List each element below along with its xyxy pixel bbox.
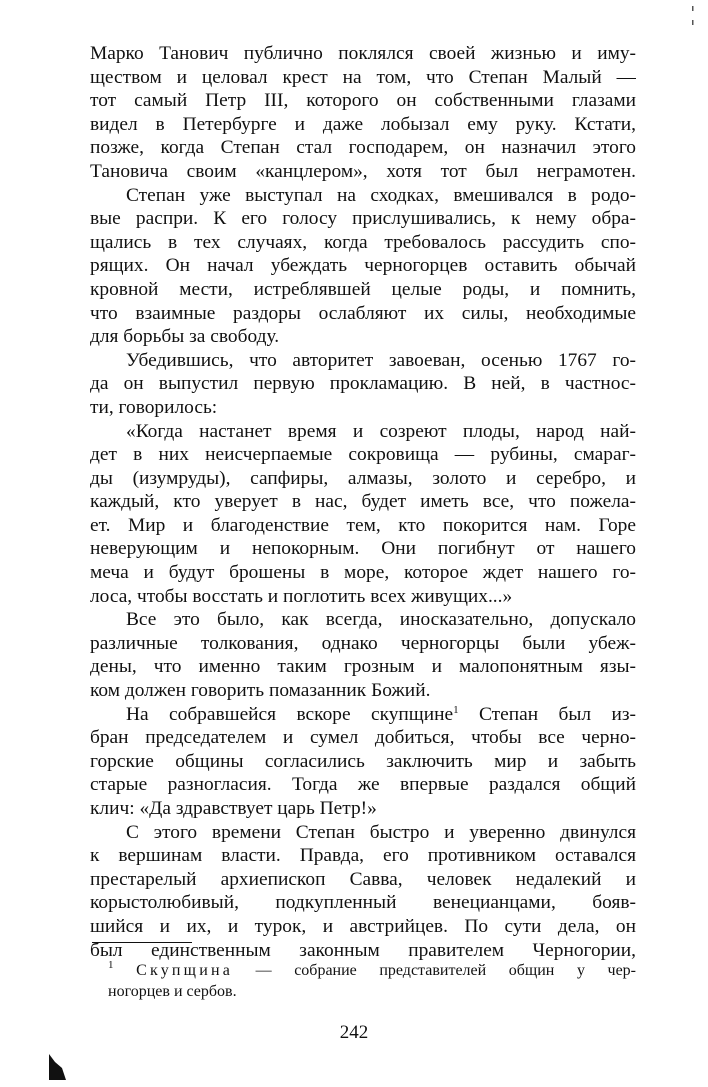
text-line: Марко Танович публично поклялся своей жизнью и иму- [90,43,636,64]
text-line: различные толкования, однако черногорцы были убеж- [90,632,636,654]
proclamation-quote [90,420,636,609]
text-line: кровной мести, истреблявшей целые роды, и помнить, [90,278,636,300]
text-line: «Когда настанет время и созреют плоды, народ най- [126,420,636,442]
text-line: клич: «Да здравствует царь Петр!» [90,798,377,819]
text-line: рящих. Он начал убеждать черногорцев оставить обычай [90,255,636,277]
text-line: Убедившись, что авторитет завоеван, осенью 1767 го- [126,349,636,371]
scan-edge-marks [690,6,696,26]
footnote-term: Скупщина [136,962,234,979]
text-line: лоса, чтобы восстать и поглотить всех живущих...» [90,585,513,607]
body-text [90,42,636,962]
text-line: меча и будут брошены в море, которое ждет нашего го- [90,562,636,584]
paragraph-3 [90,349,636,420]
text-line: Тановича своим «канцлером», хотя тот был неграмотен. [90,160,636,182]
text-line: ет. Мир и благоденствие тем, кто покорится нам. Горе [90,514,636,536]
paragraph-6 [90,703,636,821]
text-line: ти, говорилось: [90,396,218,418]
text-line: шийся и их, и турок, и австрийцев. По сути дела, он [90,915,636,937]
text-line: корыстолюбивый, подкупленный венецианцами, бояв- [90,892,636,914]
text-line: щались в тех случаях, когда требовалось рассудить спо- [90,231,636,253]
page-number: 242 [339,1022,369,1043]
text-line: что взаимные раздоры ослабляют их силы, необходимые [90,302,636,324]
text-line [90,703,636,727]
text-line: к вершинам власти. Правда, его противником оставался [90,845,636,867]
text-line: неверующим и непокорным. Они погибнут от нашего [90,538,636,560]
paragraph-7 [90,821,636,963]
scan-corner-mark [46,1052,68,1082]
footnote-marker: 1 [108,960,114,971]
text-line: С этого времени Степан быстро и уверенно двинулся [126,821,636,843]
text-line: видел в Петербурге и даже лобызал ему руку. Кстати, [90,113,636,135]
text-segment: Степан был из- [458,703,636,725]
text-line: дет в них неисчерпаемые сокровища — рубины, смараг- [90,444,636,466]
paragraph-1 [90,42,636,184]
text-line: ды (изумруды), сапфиры, алмазы, золото и серебро, и [90,467,636,489]
text-line: тот самый Петр III, которого он собственными глазами [90,90,636,112]
text-line: каждый, кто уверует в нас, будет иметь все, что пожела- [90,491,636,513]
text-segment: На собравшейся вскоре скупщине [126,703,454,725]
footnote-line [108,960,636,981]
text-line: дены, что именно таким грозным и малопонятным язы- [90,656,636,678]
text-line: ком должен говорить помазанник Божий. [90,680,431,702]
text-line: старые разногласия. Тогда же впервые раздался общий [90,774,636,796]
text-line: позже, когда Степан стал господарем, он назначил этого [90,137,636,159]
paragraph-5 [90,608,636,702]
text-line: горские общины согласились заключить мир и забыть [90,750,636,772]
footnote-reference[interactable]: 1 [453,703,459,716]
text-line: был единственным законным правителем Черногории, [90,939,636,961]
text-line: бран председателем и сумел добиться, чтобы все черно- [90,727,636,749]
footnote-line: ногорцев и сербов. [108,983,237,1000]
footnote-text: — собрание представителей общин у чер- [233,962,636,979]
text-line: да он выпустил первую прокламацию. В ней, в частнос- [90,373,636,395]
text-line: для борьбы за свободу. [90,326,280,348]
paragraph-2 [90,184,636,349]
text-line: Все это было, как всегда, иносказательно, допускало [126,609,636,631]
text-line: вые распри. К его голосу прислушивались, к нему обра- [90,208,636,230]
text-line: престарелый архиепископ Савва, человек недалекий и [90,868,636,890]
footnote [108,960,636,1002]
footnote-divider [92,942,192,943]
text-line: Степан уже выступал на сходках, вмешивался в родо- [126,184,636,206]
text-line: ществом и целовал крест на том, что Степан Малый — [90,66,636,88]
